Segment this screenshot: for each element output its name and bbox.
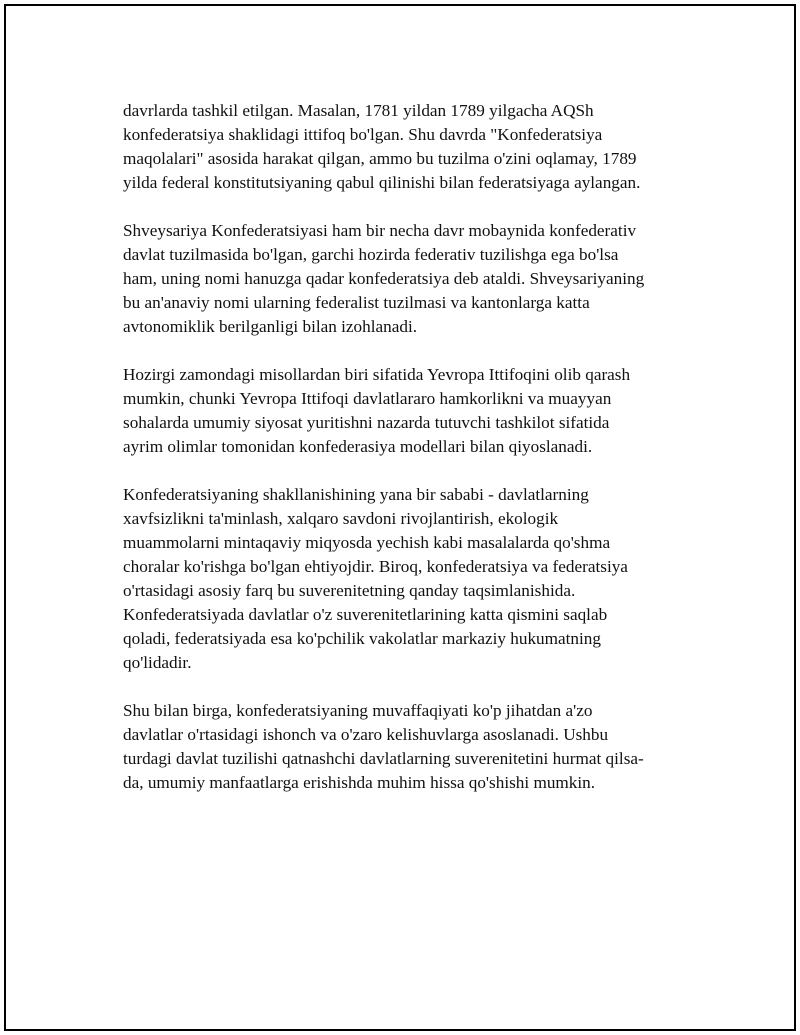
- text-line: bu an'anaviy nomi ularning federalist tuzilmasi va kantonlarga katta: [123, 293, 590, 312]
- text-line: ayrim olimlar tomonidan konfederasiya modellari bilan qiyoslanadi.: [123, 437, 593, 456]
- paragraph-1: [123, 99, 689, 195]
- text-line: davrlarda tashkil etilgan. Masalan, 1781 yildan 1789 yilgacha AQSh: [123, 101, 594, 120]
- page-frame: [4, 4, 796, 1031]
- text-line: davlat tuzilmasida bo'lgan, garchi hozirda federativ tuzilishga ega bo'lsa: [123, 245, 619, 264]
- text-line: mumkin, chunki Yevropa Ittifoqi davlatlararo hamkorlikni va muayyan: [123, 389, 612, 408]
- paragraph-2: [123, 219, 689, 339]
- text-line: Konfederatsiyaning shakllanishining yana bir sababi - davlatlarning: [123, 485, 589, 504]
- text-line: Shveysariya Konfederatsiyasi ham bir necha davr mobaynida konfederativ: [123, 221, 637, 240]
- paragraph-4: [123, 483, 689, 675]
- text-line: qo'lidadir.: [123, 653, 192, 672]
- text-line: choralar ko'rishga bo'lgan ehtiyojdir. Biroq, konfederatsiya va federatsiya: [123, 557, 628, 576]
- paragraph-5: [123, 699, 689, 795]
- text-line: turdagi davlat tuzilishi qatnashchi davlatlarning suverenitetini hurmat qilsa-: [123, 749, 644, 768]
- text-line: ham, uning nomi hanuzga qadar konfederatsiya deb ataldi. Shveysariyaning: [123, 269, 645, 288]
- text-line: davlatlar o'rtasidagi ishonch va o'zaro kelishuvlarga asoslanadi. Ushbu: [123, 725, 609, 744]
- text-line: konfederatsiya shaklidagi ittifoq bo'lgan. Shu davrda "Konfederatsiya: [123, 125, 603, 144]
- text-line: Konfederatsiyada davlatlar o'z suverenitetlarining katta qismini saqlab: [123, 605, 608, 624]
- document-body: [123, 99, 689, 819]
- text-line: muammolarni mintaqaviy miqyosda yechish kabi masalalarda qo'shma: [123, 533, 611, 552]
- text-line: xavfsizlikni ta'minlash, xalqaro savdoni rivojlantirish, ekologik: [123, 509, 559, 528]
- text-line: sohalarda umumiy siyosat yuritishni nazarda tutuvchi tashkilot sifatida: [123, 413, 610, 432]
- text-line: Shu bilan birga, konfederatsiyaning muvaffaqiyati ko'p jihatdan a'zo: [123, 701, 593, 720]
- text-line: da, umumiy manfaatlarga erishishda muhim hissa qo'shishi mumkin.: [123, 773, 596, 792]
- paragraph-3: [123, 363, 689, 459]
- text-line: avtonomiklik berilganligi bilan izohlanadi.: [123, 317, 418, 336]
- text-line: Hozirgi zamondagi misollardan biri sifatida Yevropa Ittifoqini olib qarash: [123, 365, 631, 384]
- text-line: yilda federal konstitutsiyaning qabul qilinishi bilan federatsiyaga aylangan.: [123, 173, 641, 192]
- text-line: o'rtasidagi asosiy farq bu suverenitetning qanday taqsimlanishida.: [123, 581, 576, 600]
- text-line: maqolalari" asosida harakat qilgan, ammo bu tuzilma o'zini oqlamay, 1789: [123, 149, 637, 168]
- text-line: qoladi, federatsiyada esa ko'pchilik vakolatlar markaziy hukumatning: [123, 629, 601, 648]
